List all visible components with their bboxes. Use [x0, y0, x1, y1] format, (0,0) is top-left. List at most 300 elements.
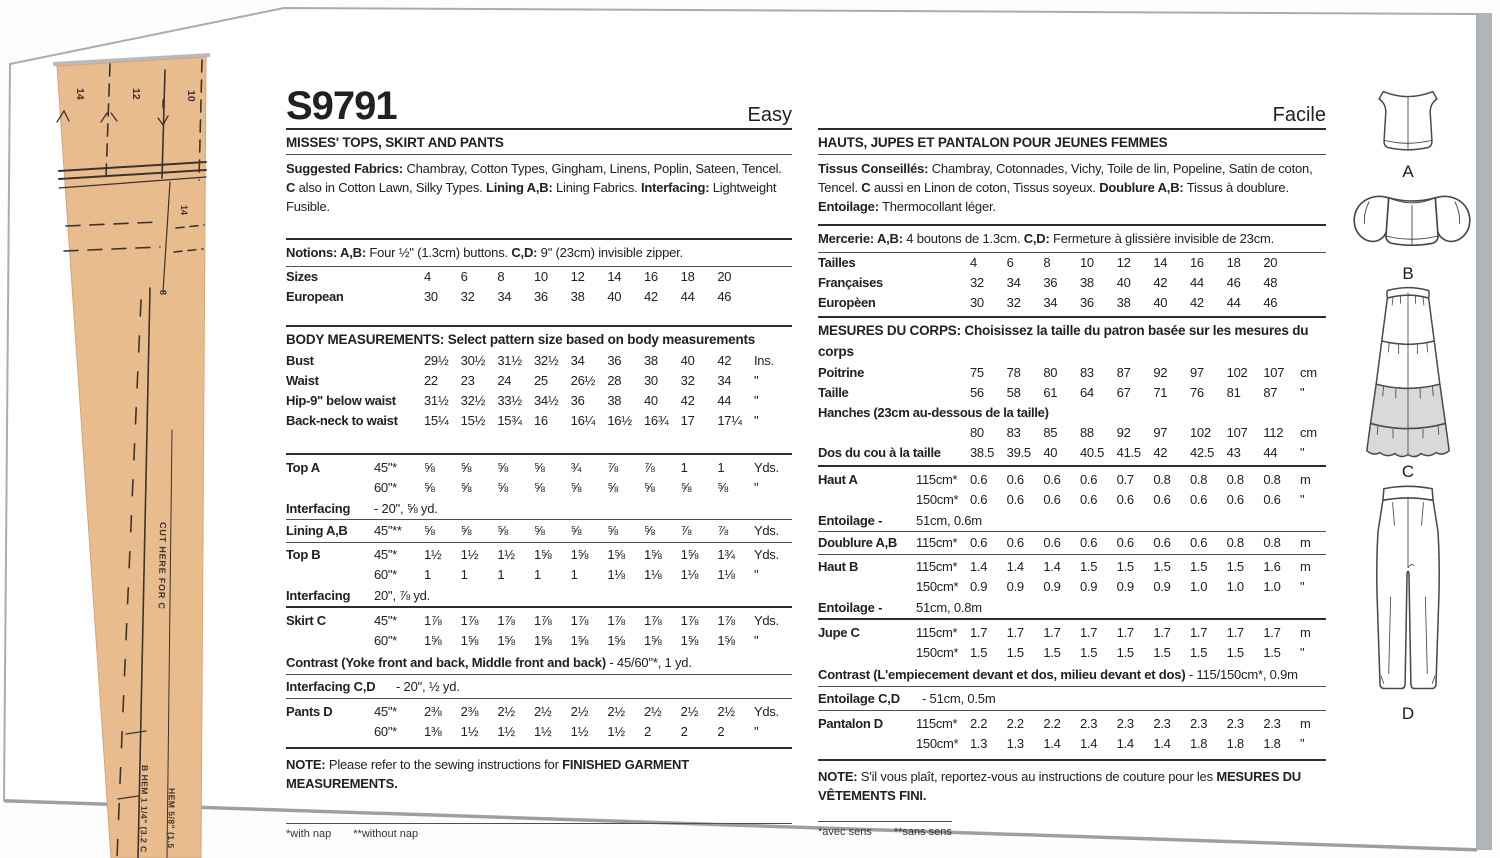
table-cell: 1.0 [1190, 579, 1208, 594]
row-label: Waist [286, 373, 319, 388]
table-cell: 22 [424, 373, 438, 388]
table-row-waist [286, 371, 792, 391]
contrast-text-segment: - 45/60"*, 1 yd. [605, 655, 692, 670]
table-cell: 18 [1226, 255, 1241, 270]
fabrics-text-segment: Lightweight Fusible. [286, 180, 777, 214]
table-cell: 87 [1116, 365, 1131, 380]
table-cell: 1½ [534, 724, 552, 739]
fabric-width: 115cm* [916, 625, 958, 640]
table-cell: ⅝ [424, 480, 435, 495]
table-cell: 20 [1263, 255, 1278, 270]
table-row-pantalon-d-150 [818, 734, 1326, 754]
table-cell: 38 [644, 353, 658, 368]
table-cell: 44 [717, 393, 732, 408]
table-cell: 40 [1043, 445, 1058, 460]
table-cell: 20 [717, 269, 732, 284]
table-cell: 1.8 [1190, 736, 1208, 751]
table-cell: 32 [460, 289, 475, 304]
table-cell: ⅝ [607, 480, 618, 495]
row-label: Skirt C [286, 613, 326, 628]
table-cell: 40.5 [1080, 445, 1105, 460]
header-row-fr [818, 86, 1326, 126]
entoilage-value: - 51cm, 0.5m [922, 691, 996, 706]
table-cell: 56 [970, 385, 984, 400]
table-cell: ⅝ [460, 480, 472, 495]
table-cell: 1½ [497, 547, 515, 562]
table-cell: 1⅞ [460, 613, 479, 628]
table-cell: 1.4 [1043, 559, 1061, 574]
row-label: Poitrine [818, 365, 864, 380]
table-cell: ⅝ [644, 523, 655, 538]
table-cell: 2½ [534, 704, 552, 719]
table-cell: 16 [644, 269, 658, 284]
table-cell: 1 [424, 567, 431, 582]
table-row-sizes [286, 267, 792, 287]
fabrics-bold-segment: C [286, 180, 296, 195]
table-cell: 36 [570, 393, 585, 408]
table-cell: 25 [534, 373, 548, 388]
table-cell: 80 [970, 425, 984, 440]
body-measurements-header: BODY MEASUREMENTS: Select pattern size based on body measurements [286, 332, 756, 347]
table-cell: 1⅞ [717, 613, 735, 628]
table-row-doublure-ab [818, 532, 1326, 555]
table-row-hanches-values [818, 423, 1326, 443]
table-cell: 40 [1153, 295, 1168, 310]
table-cell: ⅝ [460, 523, 472, 538]
table-cell: 34 [1006, 275, 1021, 290]
footnote-without-nap: **without nap [353, 828, 419, 840]
row-label: Interfacing C,D [286, 679, 376, 694]
table-cell: 0.9 [970, 579, 988, 594]
fabric-width: 115cm* [916, 472, 958, 487]
table-cell: 67 [1116, 385, 1131, 400]
table-cell: ⅞ [717, 523, 728, 538]
table-cell: 44 [1263, 445, 1278, 460]
table-cell: ⅝ [460, 460, 472, 475]
table-cell: 81 [1226, 385, 1241, 400]
row-label: Back-neck to waist [286, 413, 398, 428]
table-cell: 2 [680, 724, 688, 739]
row-label: Europèen [818, 295, 876, 310]
mercerie-bold-segment: Mercerie: A,B: [818, 231, 903, 246]
table-cell: 1⅛ [717, 567, 735, 582]
mesures-du-corps-header: MESURES DU CORPS: Choisissez la taille du patron basée sur les mesures du corps [818, 323, 1309, 359]
table-cell: ⅝ [534, 460, 545, 475]
table-cell: 1⅞ [424, 613, 442, 628]
table-row-haut-b-115 [818, 555, 1326, 577]
unit-cell: " [754, 373, 759, 388]
table-cell: 1½ [424, 547, 442, 562]
fabrics-bold-segment: C [861, 180, 871, 195]
row-label: Taille [818, 385, 849, 400]
table-cell: 42 [717, 353, 732, 368]
garment-c-figure [1346, 283, 1470, 481]
table-cell: 1.5 [1263, 645, 1281, 660]
table-cell: 1⅞ [570, 613, 589, 628]
row-label: Pantalon D [818, 716, 883, 731]
table-cell: 1.7 [1153, 625, 1171, 640]
table-cell: 0.6 [970, 472, 988, 487]
row-label: Dos du cou à la taille [818, 445, 941, 460]
table-cell: 1.7 [1043, 625, 1061, 640]
garment-a-figure [1346, 85, 1470, 181]
table-cell: 23 [460, 373, 475, 388]
fabric-width: 45"* [374, 704, 397, 719]
table-cell: 2.2 [970, 716, 988, 731]
table-cell: 1.4 [1116, 736, 1134, 751]
table-cell: 34 [497, 289, 512, 304]
contrast-text-segment: - 115/150cm*, 0.9m [1185, 667, 1298, 682]
table-cell: 0.9 [1006, 579, 1024, 594]
unit-cell: cm [1300, 365, 1317, 380]
table-cell: 39.5 [1006, 445, 1031, 460]
table-cell: ⅝ [497, 523, 508, 538]
table-cell: 1.5 [1153, 645, 1171, 660]
table-cell: 1⅞ [644, 613, 662, 628]
table-cell: 1.4 [970, 559, 988, 574]
table-cell: 0.6 [1226, 492, 1244, 507]
fabric-width: 150cm* [916, 579, 959, 594]
tissus-conseilles [818, 155, 1326, 220]
table-cell: 0.6 [1190, 535, 1208, 550]
row-label: Interfacing [286, 588, 351, 603]
tissue-size-10: 10 [185, 90, 197, 102]
table-cell: 1 [534, 567, 541, 582]
table-cell: 38 [1116, 295, 1131, 310]
contrast-bold-segment: Contrast (Yoke front and back, Middle front and back) [286, 655, 606, 670]
difficulty-fr: Facile [1272, 104, 1326, 126]
fabrics-bold-segment: Interfacing: [640, 180, 710, 195]
table-cell: 1.7 [1080, 625, 1098, 640]
table-cell: 1⅝ [717, 633, 735, 648]
garment-d-figure [1346, 481, 1470, 723]
table-cell: 34 [717, 373, 732, 388]
mercerie-text-segment: 4 boutons de 1.3cm. [902, 231, 1024, 246]
table-cell: 1.8 [1226, 736, 1244, 751]
row-label: Top B [286, 547, 321, 562]
row-label: Pants D [286, 704, 333, 719]
table-cell: 36 [534, 289, 548, 304]
table-cell: 0.6 [1153, 535, 1171, 550]
fabric-width: 45"* [374, 547, 397, 562]
table-cell: ⅝ [644, 480, 655, 495]
table-cell: 34 [570, 353, 585, 368]
table-cell: 36 [1080, 295, 1094, 310]
table-cell: 43 [1226, 445, 1241, 460]
table-cell: 16½ [607, 413, 632, 428]
row-label: Lining A,B [286, 523, 348, 538]
table-cell: 1½ [570, 724, 589, 739]
table-cell: 36 [1043, 275, 1058, 290]
table-cell: 1⅞ [497, 613, 515, 628]
table-cell: 1⅞ [680, 613, 699, 628]
table-row-haut-b-150 [818, 577, 1326, 597]
table-cell: 1⅝ [607, 547, 625, 562]
garment-illustrations [1346, 85, 1470, 723]
unit-cell: m [1300, 559, 1311, 574]
tissue-hem-text: HEM 5/8" (1.5 [165, 787, 177, 849]
table-cell: 1½ [607, 724, 625, 739]
table-row-skirt-c-60 [286, 631, 792, 651]
table-cell: 1.0 [1263, 579, 1281, 594]
table-cell: 0.6 [1043, 492, 1061, 507]
table-cell: 16¼ [570, 413, 596, 428]
table-cell: 10 [1080, 255, 1094, 270]
footnote-with-nap: *with nap [286, 828, 332, 840]
table-cell: 44 [680, 289, 695, 304]
table-cell: 0.6 [1043, 535, 1061, 550]
row-label: Tailles [818, 255, 856, 270]
interfacing-value: - 20", ⅝ yd. [374, 501, 438, 516]
table-cell: 0.8 [1226, 472, 1244, 487]
table-cell: 1⅝ [607, 633, 625, 648]
table-cell: 102 [1190, 425, 1211, 440]
table-cell: 2⅜ [424, 704, 442, 719]
table-cell: 1.0 [1226, 579, 1244, 594]
table-row-top-a-45 [286, 455, 792, 478]
table-cell: 32 [970, 275, 984, 290]
table-cell: 16¾ [644, 413, 669, 428]
table-cell: 1.4 [1153, 736, 1171, 751]
table-cell: 0.6 [1116, 535, 1134, 550]
table-cell: 1⅝ [460, 633, 479, 648]
unit-cell: m [1300, 472, 1311, 487]
table-cell: 1.5 [970, 645, 988, 660]
table-cell: 15½ [460, 413, 486, 428]
table-row-top-a-60 [286, 478, 792, 498]
table-cell: 40 [680, 353, 695, 368]
table-cell: 1.5 [1153, 559, 1171, 574]
footnote-avec-sens: *avec sens [818, 826, 872, 838]
table-cell: 1.5 [1190, 645, 1208, 660]
table-cell: 92 [1153, 365, 1168, 380]
table-row-tailles [818, 253, 1326, 273]
french-column [818, 86, 1326, 838]
table-cell: 34½ [534, 393, 559, 408]
table-cell: 2½ [607, 704, 625, 719]
table-cell: 4 [424, 269, 431, 284]
row-label: European [286, 289, 344, 304]
garment-b-top-illustration [1346, 181, 1478, 263]
table-cell: 2½ [497, 704, 515, 719]
notions-bold-segment: C,D: [511, 245, 538, 260]
fabric-width: 60"* [374, 633, 397, 648]
suggested-fabrics [286, 155, 792, 222]
table-cell: 0.6 [1006, 472, 1024, 487]
table-row-lining-ab [286, 520, 792, 543]
table-cell: 83 [1006, 425, 1021, 440]
table-cell: 2.3 [1263, 716, 1281, 731]
table-row-haut-a-150 [818, 490, 1326, 510]
row-label: Entoilage C,D [818, 691, 900, 706]
table-cell: 40 [607, 289, 622, 304]
table-cell: 0.6 [970, 492, 988, 507]
unit-cell: Yds. [754, 460, 779, 475]
table-cell: 0.6 [1006, 492, 1024, 507]
table-cell: 40 [1116, 275, 1131, 290]
table-cell: 0.6 [1043, 472, 1061, 487]
table-cell: 30 [644, 373, 658, 388]
table-cell: 8 [497, 269, 505, 284]
table-cell: ⅝ [570, 523, 582, 538]
note-bold-segment: NOTE: [286, 757, 326, 772]
contrast-line [286, 651, 792, 675]
table-cell: 46 [1263, 295, 1278, 310]
note-en [286, 749, 792, 793]
table-cell: 0.8 [1263, 535, 1281, 550]
table-cell: 38 [607, 393, 622, 408]
table-cell: 2.3 [1190, 716, 1208, 731]
tissue-size-14b: 14 [179, 205, 189, 216]
table-cell: 32 [1006, 295, 1021, 310]
fabrics-text-segment: Tissus à doublure. [1183, 180, 1289, 195]
table-cell: 83 [1080, 365, 1094, 380]
fabric-width: 60"* [374, 724, 397, 739]
interfacing-b-line [286, 585, 792, 608]
table-cell: 0.7 [1116, 472, 1134, 487]
title-fr: HAUTS, JUPES ET PANTALON POUR JEUNES FEMMES [818, 135, 1168, 150]
table-row-haut-a-115 [818, 467, 1326, 490]
garment-a-label: A [1402, 162, 1414, 181]
unit-cell: " [1300, 445, 1305, 460]
table-cell: 44 [1190, 275, 1204, 290]
table-cell: 1⅝ [534, 633, 552, 648]
note-bold-segment: FINISHED GARMENT MEASUREMENTS. [286, 757, 689, 791]
tissue-cut-here-text: CUT HERE FOR C [156, 521, 168, 610]
table-cell: 8 [1043, 255, 1051, 270]
table-cell: 0.6 [970, 535, 988, 550]
table-cell: 14 [1153, 255, 1168, 270]
interfacing-value: 20", ⅞ yd. [374, 588, 431, 603]
interfacing-cd-line [286, 675, 792, 699]
table-cell: 0.8 [1153, 472, 1171, 487]
garment-a-top-illustration [1358, 85, 1458, 161]
fabric-width: 45"* [374, 613, 397, 628]
unit-cell: " [1300, 492, 1305, 507]
table-cell: 80 [1043, 365, 1058, 380]
table-cell: 0.6 [1190, 492, 1208, 507]
table-cell: 2.3 [1116, 716, 1134, 731]
table-cell: 2 [644, 724, 651, 739]
mercerie-line [818, 226, 1326, 252]
table-cell: 0.8 [1190, 472, 1208, 487]
fabric-width: 115cm* [916, 535, 958, 550]
footnote-en [286, 823, 792, 840]
table-cell: 1.5 [1080, 559, 1098, 574]
table-cell: 1.3 [970, 736, 988, 751]
pattern-code: S9791 [286, 84, 397, 128]
table-cell: 1 [497, 567, 505, 582]
table-cell: 38 [570, 289, 585, 304]
table-cell: 64 [1080, 385, 1094, 400]
footnote-fr [818, 821, 1326, 838]
table-cell: 1½ [497, 724, 515, 739]
table-cell: 1.3 [1006, 736, 1024, 751]
row-label: Top A [286, 460, 320, 475]
table-cell: 0.8 [1226, 535, 1244, 550]
tissue-hem-b-text: B HEM 1 1/4" (3.2 C [138, 764, 150, 853]
table-cell: 88 [1080, 425, 1094, 440]
table-cell: 1.5 [1190, 559, 1208, 574]
table-cell: 112 [1263, 425, 1284, 440]
row-label: Haut B [818, 559, 859, 574]
entoilage-a-line [818, 510, 1326, 532]
fabrics-bold-segment: Tissus Conseillés: [818, 161, 929, 176]
table-cell: 4 [970, 255, 977, 270]
table-cell: ¾ [570, 460, 582, 475]
table-cell: 30½ [460, 353, 486, 368]
note-text-segment: S'il vous plaît, reportez-vous au instructions de couture pour les [857, 769, 1217, 784]
fabric-width: 115cm* [916, 559, 958, 574]
table-cell: 42 [1153, 445, 1168, 460]
table-row-backneck [286, 411, 792, 431]
table-cell: 1.4 [1006, 559, 1024, 574]
table-cell: 76 [1190, 385, 1204, 400]
table-cell: 44 [1226, 295, 1241, 310]
fabrics-text-segment: Chambray, Cotton Types, Gingham, Linens, Poplin, Sateen, Tencel. [403, 161, 782, 176]
unit-cell: m [1300, 625, 1311, 640]
notions-bold-segment: Notions: A,B: [286, 245, 366, 260]
table-cell: ⅝ [534, 480, 545, 495]
table-row-pantalon-d-115 [818, 711, 1326, 734]
table-cell: 16 [534, 413, 548, 428]
table-cell: 15¾ [497, 413, 522, 428]
table-cell: 31½ [497, 353, 522, 368]
fabric-width: 60"* [374, 480, 397, 495]
footnote-sans-sens: **sans sens [893, 826, 952, 838]
fabrics-text-segment: Lining Fabrics. [552, 180, 641, 195]
table-cell: 2 [717, 724, 725, 739]
entoilage-cd-line [818, 687, 1326, 711]
interfacing-a-line [286, 498, 792, 520]
table-cell: 1.7 [1116, 625, 1134, 640]
table-row-hanches-label [818, 403, 1326, 423]
unit-cell: " [1300, 579, 1305, 594]
notions-text-segment: Four ½" (1.3cm) buttons. [365, 245, 512, 260]
table-cell: 12 [1116, 255, 1131, 270]
table-cell: 0.6 [1080, 472, 1098, 487]
table-cell: 1⅝ [497, 633, 515, 648]
row-label: Interfacing [286, 501, 351, 516]
table-cell: 46 [1226, 275, 1241, 290]
difficulty-en: Easy [747, 104, 792, 126]
fabric-width: 45"** [374, 523, 402, 538]
row-label: Haut A [818, 472, 858, 487]
table-row-hip [286, 391, 792, 411]
title-en: MISSES' TOPS, SKIRT AND PANTS [286, 135, 504, 150]
table-cell: 92 [1116, 425, 1131, 440]
table-cell: 102 [1226, 365, 1248, 380]
contrast-bold-segment: Contrast (L'empiecement devant et dos, milieu devant et dos) [818, 667, 1186, 682]
fabric-width: 115cm* [916, 716, 958, 731]
tissue-size-12: 12 [130, 88, 142, 100]
table-cell: 0.6 [1263, 492, 1281, 507]
table-cell: 17 [680, 413, 695, 428]
table-cell: 12 [570, 269, 585, 284]
garment-d-pants-illustration [1352, 481, 1464, 703]
table-cell: 29½ [424, 353, 449, 368]
table-cell: 1.8 [1263, 736, 1281, 751]
envelope-side-shadow [1477, 13, 1492, 850]
table-cell: 1.5 [1080, 645, 1098, 660]
unit-cell: " [1300, 645, 1305, 660]
fabric-width: 150cm* [916, 492, 959, 507]
table-cell: 1 [680, 460, 688, 475]
table-cell: 1.7 [1263, 625, 1281, 640]
table-row-bust [286, 351, 792, 371]
unit-cell: Ins. [754, 353, 774, 368]
table-cell: 1.5 [1116, 559, 1134, 574]
